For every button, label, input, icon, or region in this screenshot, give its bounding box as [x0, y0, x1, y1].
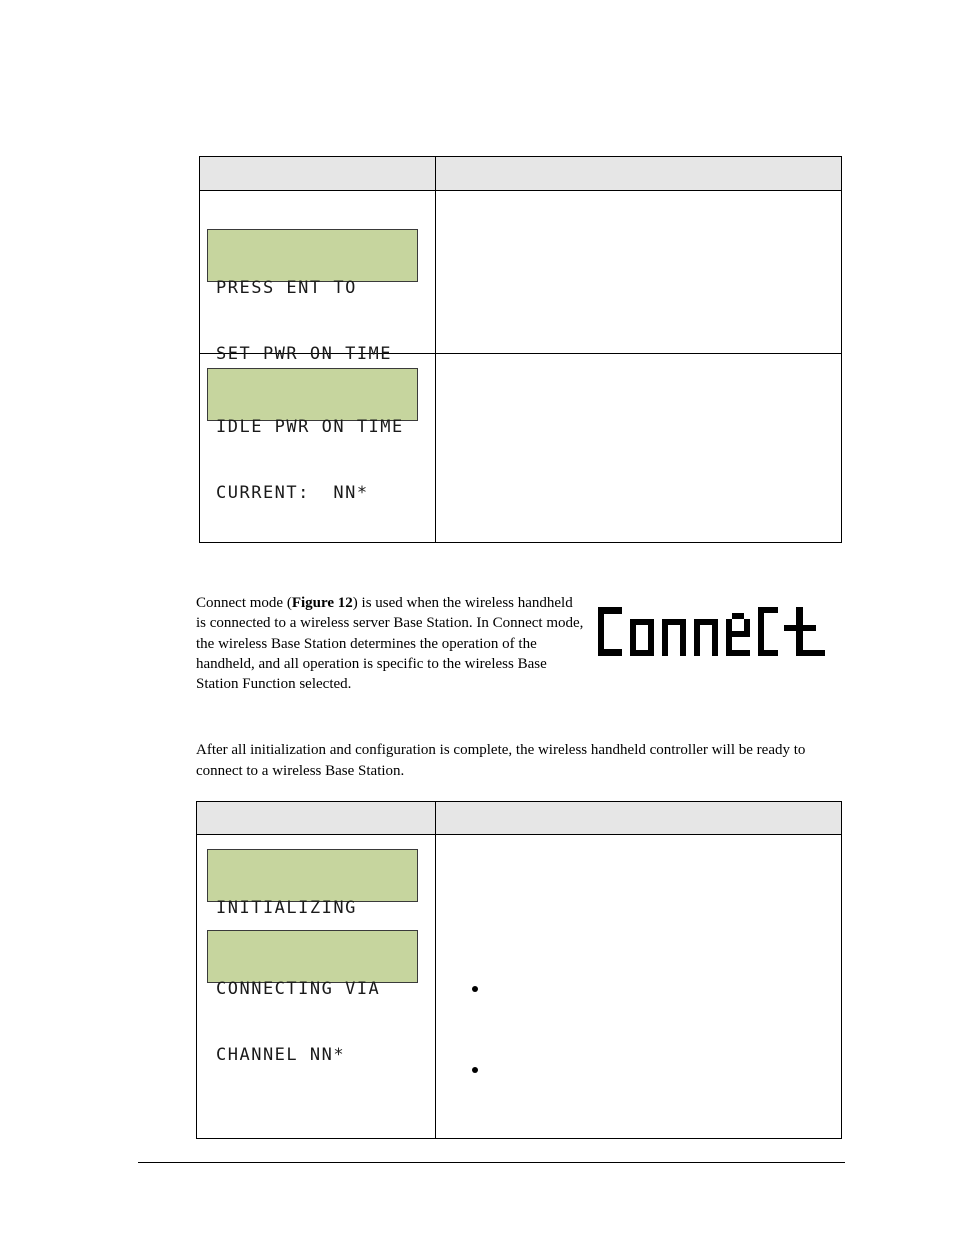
column-divider [435, 802, 436, 1138]
lcd-line-2: CHANNEL NN* [216, 1045, 346, 1065]
figure-reference: Figure 12 [291, 595, 353, 611]
connect-intro-paragraph: After all initialization and configuration is complete, the wireless handheld controller will be ready to connect to a wireless Base Station. [196, 742, 806, 779]
lcd-line-1: PRESS ENT TO [216, 278, 357, 298]
connect-table [196, 801, 842, 1139]
list-bullet [472, 1067, 478, 1073]
table-header-row [200, 157, 841, 191]
lcd-line-1: CONNECTING VIA [216, 979, 381, 999]
lcd-line-1: IDLE PWR ON TIME [216, 417, 404, 437]
lcd-line-1: INITIALIZING [216, 898, 357, 918]
para-text-after: ) is used when the wireless handheld is connected to a wireless server Base Station. In Connect mode, the wireless Base Station determines the operation of the handheld, and all operation is specific to the wireless Base Station Function selected. [196, 595, 584, 693]
footer-divider [138, 1162, 845, 1163]
lcd-line-2: SET PWR ON TIME [216, 344, 393, 364]
table-header-row [197, 802, 841, 835]
lcd-line-2: CURRENT: NN* [216, 483, 369, 503]
settings-table [199, 156, 842, 543]
list-bullet [472, 986, 478, 992]
para-text-before: Connect mode ( [196, 595, 292, 611]
lcd-display-set-pwr-on-time [207, 229, 418, 364]
connect-mode-paragraph [196, 593, 584, 694]
connect-display-figure [598, 607, 826, 662]
lcd-display-initializing-radio [207, 849, 418, 918]
lcd-display-idle-pwr-on-time [207, 368, 418, 503]
column-divider [435, 157, 436, 542]
lcd-display-connecting-via-channel [207, 930, 418, 1065]
connect-pixel-logo [598, 607, 826, 657]
